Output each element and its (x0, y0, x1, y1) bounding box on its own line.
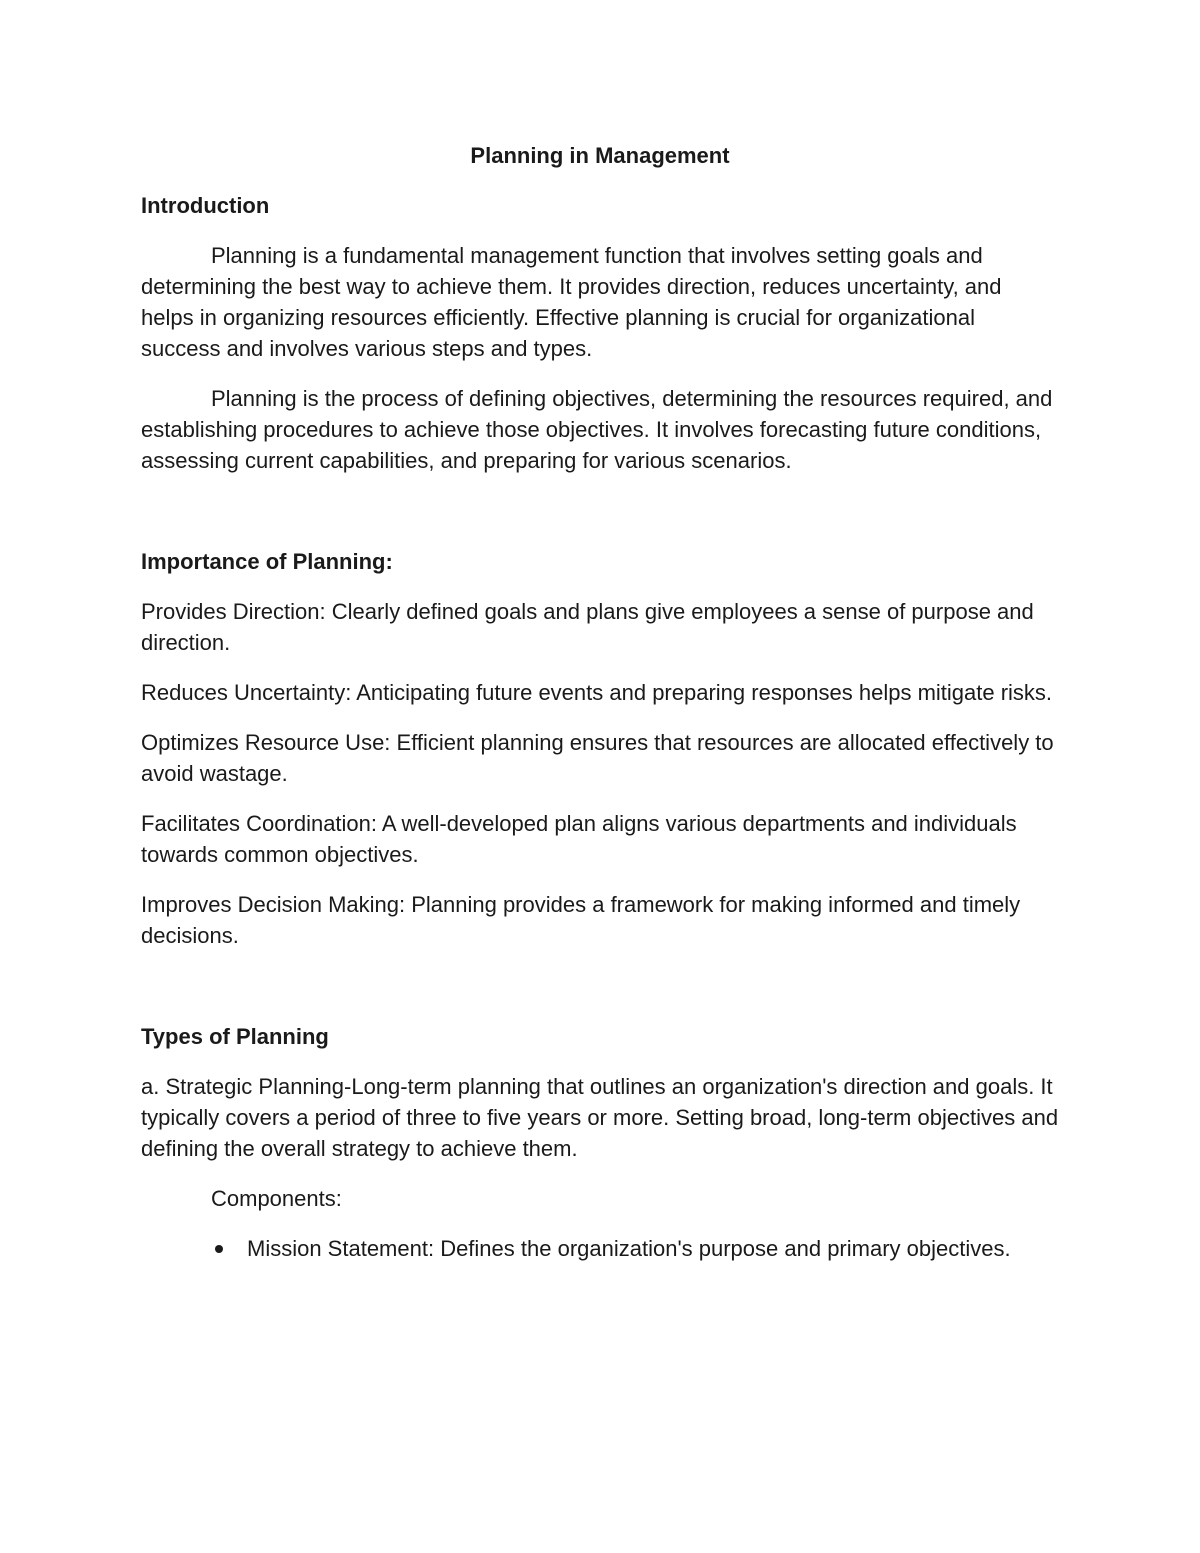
section-spacer (141, 495, 1059, 546)
section-spacer (141, 970, 1059, 1021)
strategic-planning-paragraph: a. Strategic Planning-Long-term planning that outlines an organization's direction and goals. It typically covers a period of three to five years or more. Setting broad, long-term objectives and defining the overall strategy to achieve them. (141, 1074, 1059, 1161)
components-label: Components: (211, 1186, 342, 1211)
introduction-paragraph-2: Planning is the process of defining objectives, determining the resources required, and establishing procedures to achieve those objectives. It involves forecasting future conditions, assessing current capabilities, and preparing for various scenarios. (141, 386, 1053, 473)
bullet-text-mission-statement: Mission Statement: Defines the organization's purpose and primary objectives. (247, 1236, 1011, 1261)
importance-heading: Importance of Planning: (141, 549, 393, 574)
introduction-heading: Introduction (141, 193, 270, 218)
introduction-paragraph-1: Planning is a fundamental management function that involves setting goals and determining the best way to achieve them. It provides direction, reduces uncertainty, and helps in organizing resources efficiently. Effective planning is crucial for organizational success and involves various steps and types. (141, 243, 1002, 361)
types-heading: Types of Planning (141, 1024, 329, 1049)
document-content (141, 140, 1059, 1264)
document-title: Planning in Management (470, 143, 730, 168)
importance-item-uncertainty: Reduces Uncertainty: Anticipating future events and preparing responses helps mitigate risks. (141, 680, 1053, 705)
bullet-icon (215, 1245, 223, 1253)
components-bullet-list (141, 1233, 1059, 1264)
list-item (247, 1233, 1059, 1264)
importance-item-coordination: Facilitates Coordination: A well-developed plan aligns various departments and individuals towards common objectives. (141, 811, 1017, 867)
importance-item-direction: Provides Direction: Clearly defined goals and plans give employees a sense of purpose and direction. (141, 599, 1034, 655)
importance-item-decision-making: Improves Decision Making: Planning provides a framework for making informed and timely decisions. (141, 892, 1021, 948)
importance-item-resource-use: Optimizes Resource Use: Efficient planning ensures that resources are allocated effectively to avoid wastage. (141, 730, 1054, 786)
